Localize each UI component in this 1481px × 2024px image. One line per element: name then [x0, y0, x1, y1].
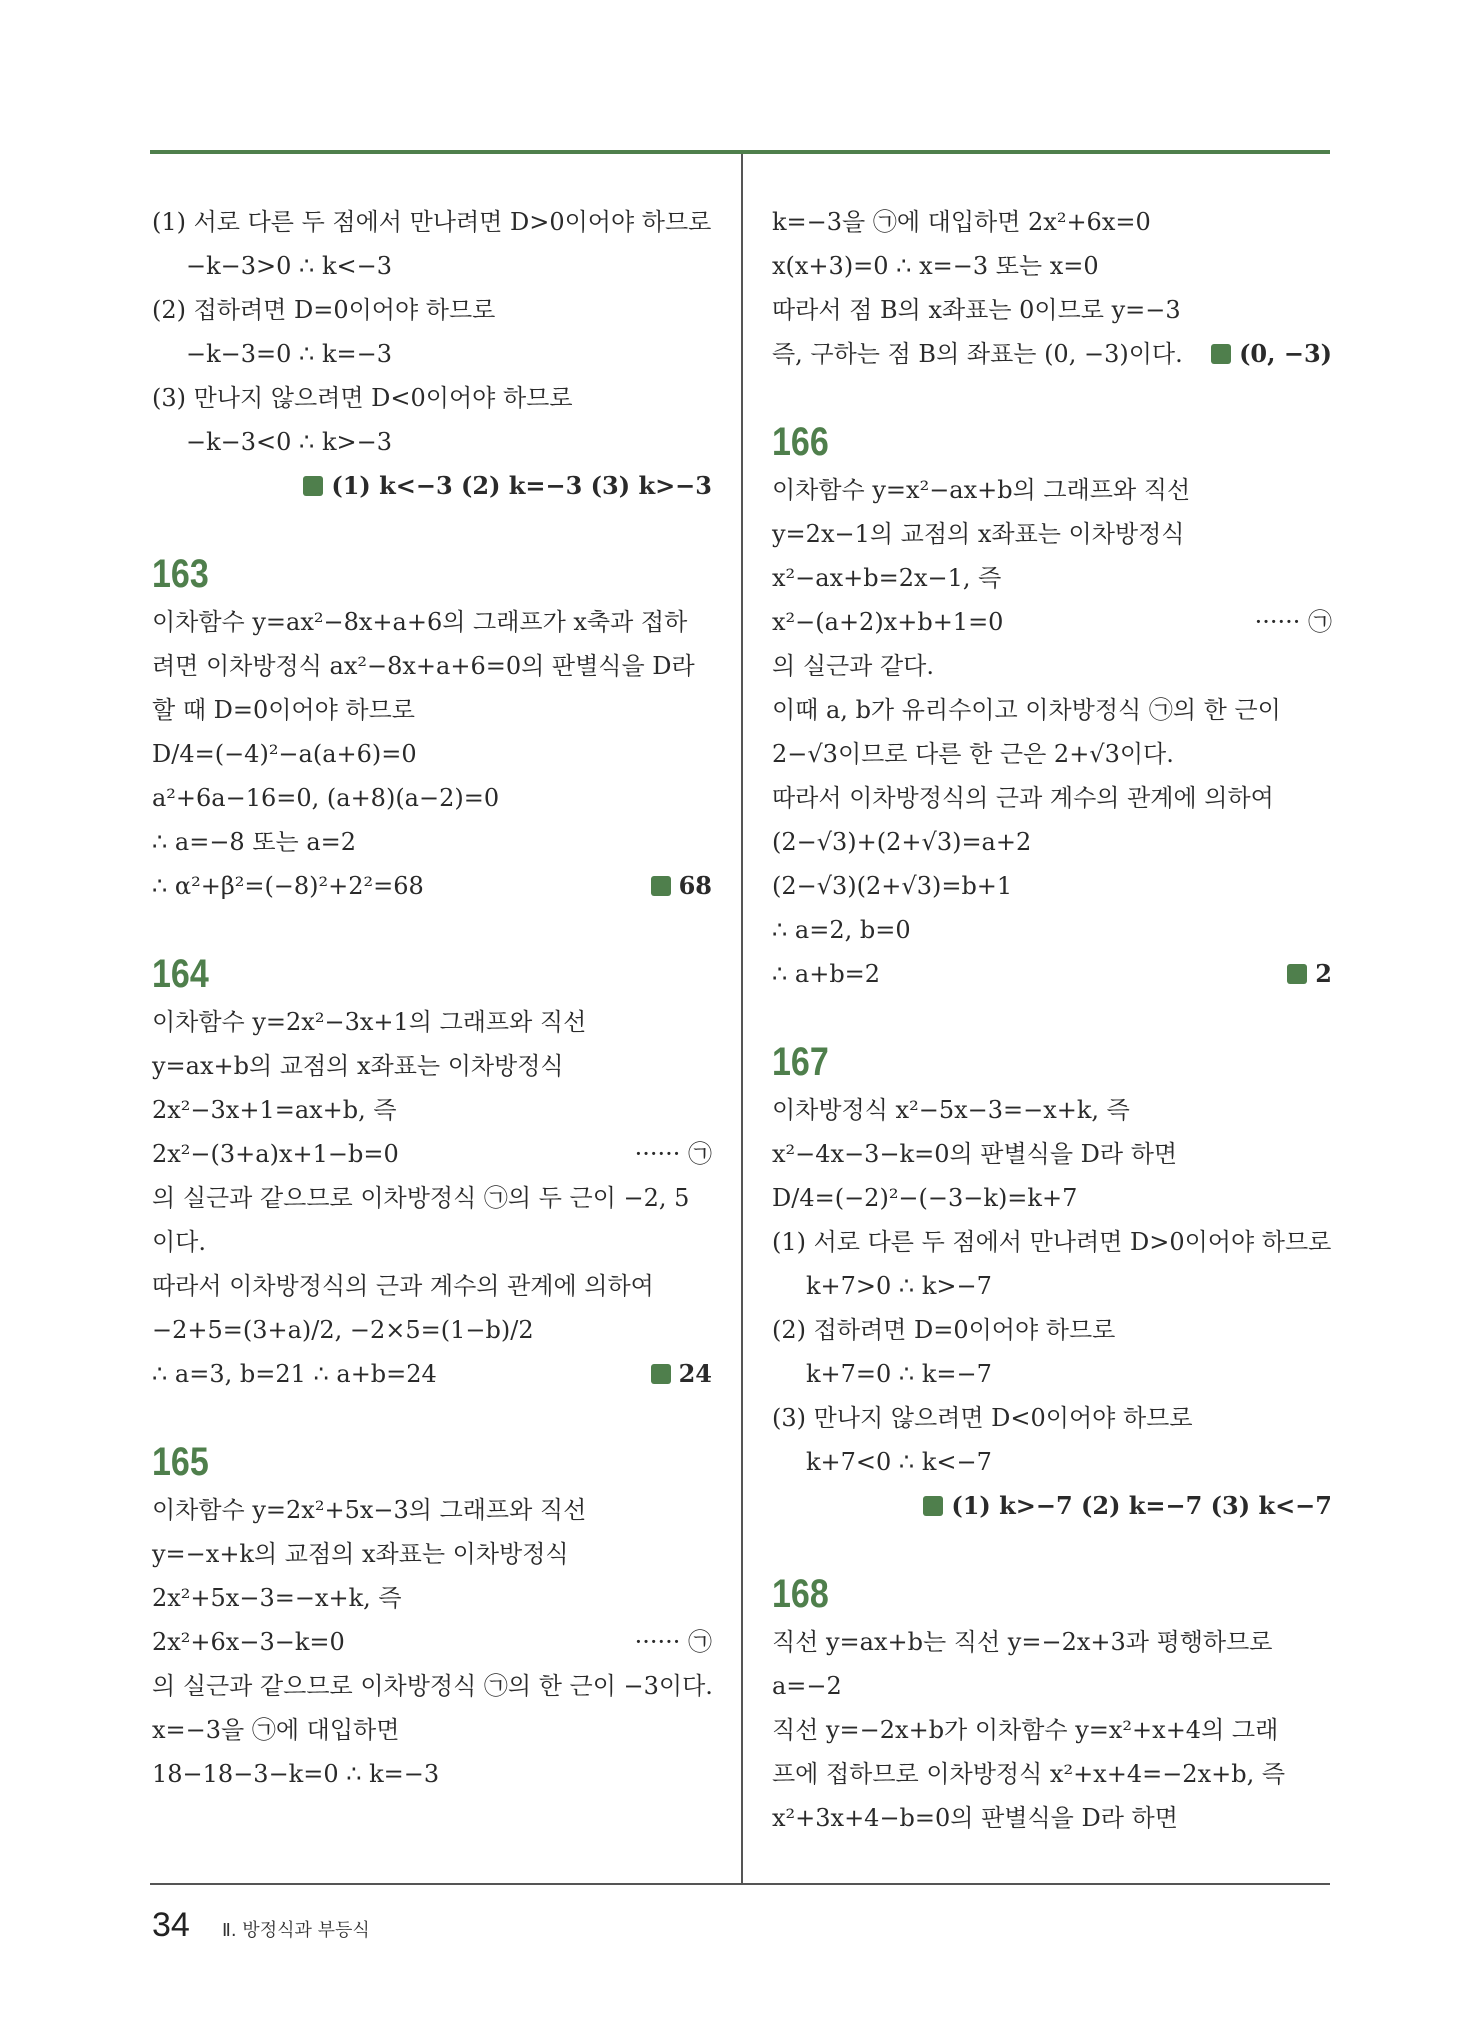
solution-line: 의 실근과 같으므로 이차방정식 ㉠의 한 근이 −3이다. [152, 1672, 713, 1700]
problem-number: 165 [152, 1440, 209, 1484]
solution-line: 따라서 이차방정식의 근과 계수의 관계에 의하여 [772, 784, 1274, 812]
solution-line: ∴ a=3, b=21 ∴ a+b=24 [152, 1360, 437, 1388]
answer-line [152, 1352, 712, 1396]
equation: 2x²−(3+a)x+1−b=0 [152, 1140, 399, 1168]
problem-number: 164 [152, 952, 209, 996]
answer-line [152, 864, 712, 908]
solution-line: −2+5=(3+a)/2, −2×5=(1−b)/2 [152, 1316, 534, 1344]
column-divider [741, 154, 743, 1884]
solution-line: 직선 y=−2x+b가 이차함수 y=x²+x+4의 그래 [772, 1716, 1279, 1744]
equation-row [152, 1132, 712, 1176]
solution-line: ∴ a=−8 또는 a=2 [152, 828, 357, 856]
solution-line: x²−4x−3−k=0의 판별식을 D라 하면 [772, 1140, 1178, 1168]
solution-line: 즉, 구하는 점 B의 좌표는 (0, −3)이다. [772, 340, 1183, 368]
solution-line: D/4=(−4)²−a(a+6)=0 [152, 740, 417, 768]
answer-icon [1287, 964, 1307, 984]
solution-line: x²+3x+4−b=0의 판별식을 D라 하면 [772, 1804, 1178, 1832]
solution-line: k=−3을 ㉠에 대입하면 2x²+6x=0 [772, 208, 1151, 236]
solution-line: (3) 만나지 않으려면 D<0이어야 하므로 [772, 1404, 1193, 1432]
solution-line: y=ax+b의 교점의 x좌표는 이차방정식 [152, 1052, 564, 1080]
answer-value: 68 [678, 871, 712, 900]
answer-value: 24 [678, 1359, 712, 1388]
solution-line: (2−√3)+(2+√3)=a+2 [772, 828, 1032, 856]
solution-line: x(x+3)=0 ∴ x=−3 또는 x=0 [772, 252, 1099, 280]
problem-number: 166 [772, 420, 829, 464]
equation: 2x²+6x−3−k=0 [152, 1628, 345, 1656]
solution-line: (2−√3)(2+√3)=b+1 [772, 872, 1013, 900]
solution-line: 려면 이차방정식 ax²−8x+a+6=0의 판별식을 D라 [152, 652, 695, 680]
solution-line: y=−x+k의 교점의 x좌표는 이차방정식 [152, 1540, 569, 1568]
solution-line: 18−18−3−k=0 ∴ k=−3 [152, 1760, 440, 1788]
problem-number: 168 [772, 1572, 829, 1616]
solution-line: 2x²−3x+1=ax+b, 즉 [152, 1096, 397, 1124]
solution-line: (3) 만나지 않으려면 D<0이어야 하므로 [152, 384, 573, 412]
solution-line: 할 때 D=0이어야 하므로 [152, 696, 415, 724]
solution-line: 직선 y=ax+b는 직선 y=−2x+3과 평행하므로 [772, 1628, 1273, 1656]
chapter-title: Ⅱ. 방정식과 부등식 [222, 1920, 370, 1941]
solution-line: 따라서 이차방정식의 근과 계수의 관계에 의하여 [152, 1272, 654, 1300]
answer-icon [923, 1496, 943, 1516]
solution-line: 이차함수 y=x²−ax+b의 그래프와 직선 [772, 476, 1191, 504]
equation-row [152, 1620, 712, 1664]
equation-tag: ······ ㉠ [634, 1628, 712, 1656]
answer-icon [651, 876, 671, 896]
solution-line: (2) 접하려면 D=0이어야 하므로 [772, 1316, 1116, 1344]
solution-line: 따라서 점 B의 x좌표는 0이므로 y=−3 [772, 296, 1181, 324]
page-number: 34 [152, 1906, 190, 1944]
answer-value: 2 [1315, 959, 1332, 988]
answer-line [772, 952, 1332, 996]
solution-line: 이다. [152, 1228, 206, 1256]
solution-line: k+7=0 ∴ k=−7 [806, 1360, 992, 1388]
right-column [772, 200, 1332, 1840]
left-column [152, 200, 712, 1796]
solution-line: k+7>0 ∴ k>−7 [806, 1272, 992, 1300]
solution-line: ∴ α²+β²=(−8)²+2²=68 [152, 872, 424, 900]
solution-line: −k−3>0 ∴ k<−3 [186, 252, 392, 280]
solution-line: y=2x−1의 교점의 x좌표는 이차방정식 [772, 520, 1185, 548]
solution-line: 이때 a, b가 유리수이고 이차방정식 ㉠의 한 근이 [772, 696, 1281, 724]
answer-value: (0, −3) [1239, 339, 1332, 368]
equation: x²−(a+2)x+b+1=0 [772, 608, 1004, 636]
equation-tag: ······ ㉠ [634, 1140, 712, 1168]
solution-line: (1) 서로 다른 두 점에서 만나려면 D>0이어야 하므로 [772, 1228, 1332, 1256]
solution-line: 이차함수 y=2x²−3x+1의 그래프와 직선 [152, 1008, 587, 1036]
solution-line: 의 실근과 같으므로 이차방정식 ㉠의 두 근이 −2, 5 [152, 1184, 690, 1212]
solution-line: ∴ a+b=2 [772, 960, 881, 988]
top-rule [150, 150, 1330, 154]
solution-line: 프에 접하므로 이차방정식 x²+x+4=−2x+b, 즉 [772, 1760, 1286, 1788]
solution-line: a=−2 [772, 1672, 842, 1700]
equation-row [772, 600, 1332, 644]
solution-line: 이차함수 y=ax²−8x+a+6의 그래프가 x축과 접하 [152, 608, 688, 636]
answer-line [772, 332, 1332, 376]
solution-line: a²+6a−16=0, (a+8)(a−2)=0 [152, 784, 500, 812]
equation-tag: ······ ㉠ [1254, 608, 1332, 636]
solution-line: (2) 접하려면 D=0이어야 하므로 [152, 296, 496, 324]
solution-line: −k−3=0 ∴ k=−3 [186, 340, 392, 368]
answer-line [772, 1484, 1332, 1528]
solution-line: −k−3<0 ∴ k>−3 [186, 428, 392, 456]
answer-value: (1) k<−3 (2) k=−3 (3) k>−3 [331, 471, 712, 500]
solution-line: x=−3을 ㉠에 대입하면 [152, 1716, 400, 1744]
problem-number: 163 [152, 552, 209, 596]
solution-line: ∴ a=2, b=0 [772, 916, 911, 944]
bottom-rule [150, 1883, 1330, 1885]
answer-icon [303, 476, 323, 496]
solution-line: 이차함수 y=2x²+5x−3의 그래프와 직선 [152, 1496, 587, 1524]
solution-line: 2−√3이므로 다른 한 근은 2+√3이다. [772, 740, 1174, 768]
solution-line: 의 실근과 같다. [772, 652, 934, 680]
problem-number: 167 [772, 1040, 829, 1084]
solution-line: (1) 서로 다른 두 점에서 만나려면 D>0이어야 하므로 [152, 208, 712, 236]
answer-value: (1) k>−7 (2) k=−7 (3) k<−7 [951, 1491, 1332, 1520]
answer-icon [1211, 344, 1231, 364]
solution-line: 이차방정식 x²−5x−3=−x+k, 즉 [772, 1096, 1130, 1124]
answer-line [152, 464, 712, 508]
solution-line: x²−ax+b=2x−1, 즉 [772, 564, 1002, 592]
answer-icon [651, 1364, 671, 1384]
solution-line: 2x²+5x−3=−x+k, 즉 [152, 1584, 402, 1612]
solution-line: k+7<0 ∴ k<−7 [806, 1448, 992, 1476]
solution-line: D/4=(−2)²−(−3−k)=k+7 [772, 1184, 1078, 1212]
